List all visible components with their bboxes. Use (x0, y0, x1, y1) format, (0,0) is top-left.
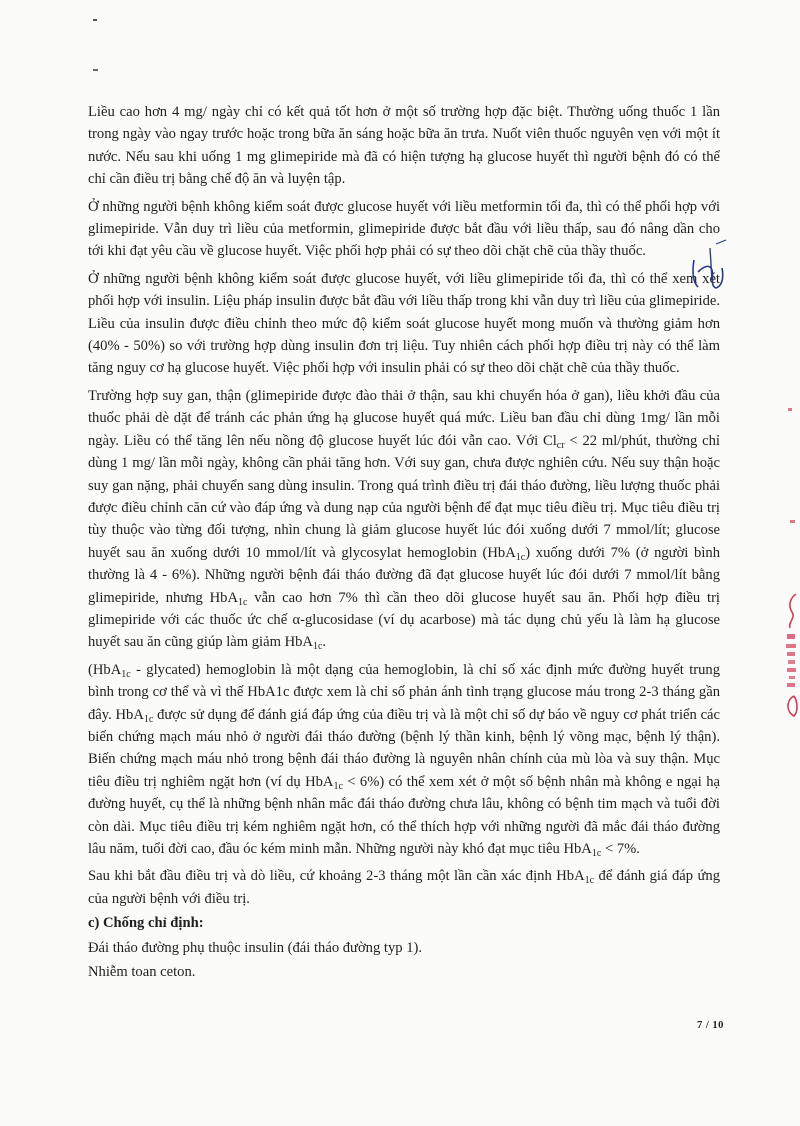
handwritten-initials (680, 238, 730, 296)
page-number: 7 / 10 (697, 1020, 724, 1031)
stamp-fragment (790, 520, 795, 523)
section-heading-contraindications: c) Chống chỉ định: (88, 915, 204, 932)
scan-dot (93, 19, 97, 21)
paragraph-metformin-combination: Ở những người bệnh không kiểm soát được glucose huyết với liều metformin tối đa, thì có thể phối hợp với glimepiride. Vẫn duy trì liều của metformin, glimepiride được bắt đầu với liều thấp, sau đó nâng dần cho tới khi đạt yêu cầu về glucose huyết. Việc phối hợp phải có sự theo dõi chặt chẽ của thầy thuốc. (88, 198, 720, 260)
stamp-fragment (788, 408, 792, 411)
scan-dot (93, 69, 98, 71)
stamp-edge (778, 588, 800, 723)
paragraph-insulin-combination: Ở những người bệnh không kiểm soát được glucose huyết, với liều glimepiride tối đa, thì có thể xem xét phối hợp với insulin. Liệu pháp insulin được bắt đầu với liều thấp trong khi vẫn duy trì liều của glimepiride. Liều của insulin được điều chỉnh theo mức độ kiểm soát glucose huyết mong muốn và thường giảm hơn (40% - 50%) so với trường hợp dùng insulin đơn trị liệu. Tuy nhiên cách phối hợp điều trị này có thể làm tăng nguy cơ hạ glucose huyết. Việc phối hợp với insulin phải có sự theo dõi chặt chẽ của thầy thuốc. (88, 270, 720, 377)
paragraph-monitoring: Sau khi bắt đầu điều trị và dò liều, cứ khoảng 2-3 tháng một lần cần xác định HbA$_{1c}$ để đánh giá đáp ứng của người bệnh với điều trị. (88, 868, 720, 907)
contraindication-item: Nhiễm toan ceton. (88, 964, 196, 981)
document-body (88, 101, 720, 985)
paragraph-hba1c-definition: (HbA$_{1c}$ - glycated) hemoglobin là một dạng của hemoglobin, là chỉ số xác định mức đường huyết trung bình trong cơ thể và vì thế HbA1c được xem là chỉ số phản ánh tình trạng glucose máu trong 2-3 tháng gần đây. HbA$_{1c}$ được sử dụng để đánh giá đáp ứng của điều trị và là một chỉ số dự báo về nguy cơ phát triển các biến chứng mạch máu nhỏ ở người đái tháo đường (bệnh lý thần kinh, bệnh lý võng mạc, bệnh lý thận). Biến chứng mạch máu nhỏ trong bệnh đái tháo đường là nguyên nhân chính của mù lòa và suy thận. Mục tiêu điều trị nghiêm ngặt hơn (ví dụ HbA$_{1c}$ < 6%) có thể xem xét ở một số bệnh nhân mà không e ngại hạ đường huyết, cụ thể là những bệnh nhân mắc đái tháo đường chưa lâu, không có bệnh tim mạch và tuổi đời còn dài. Mục tiêu điều trị kém nghiêm ngặt hơn, có thể thích hợp với những người đã mắc đái tháo đường lâu năm, tuổi đời cao, đầu óc kém minh mẫn. Những người này khó đạt mục tiêu HbA$_{1c}$ < 7%. (88, 661, 721, 859)
paragraph-liver-kidney-failure: Trường hợp suy gan, thận (glimepiride được đào thải ở thận, sau khi chuyển hóa ở gan), liều khởi đầu của thuốc phải dè dặt để tránh các phản ứng hạ glucose huyết quá mức. Liều ban đầu chỉ dùng 1mg/ lần mỗi ngày. Liều có thể tăng lên nếu nồng độ glucose huyết lúc đói vẫn cao. Với $Cl_{cr} < 22$ ml/phút, thường chỉ dùng 1 mg/ lần mỗi ngày, không cần phải tăng hơn. Với suy gan, chưa được nghiên cứu. Nếu suy thận hoặc suy gan nặng, phải chuyển sang dùng insulin. Trong quá trình điều trị đái tháo đường, liều lượng thuốc phải được điều chỉnh căn cứ vào đáp ứng và dung nạp của người bệnh để đạt mục tiêu điều trị. Mục tiêu điều trị tùy thuộc vào từng đối tượng, nhìn chung là giảm glucose huyết lúc đói xuống dưới 7 mmol/lít; glucose huyết sau ăn xuống dưới 10 mmol/lít và glycosylat hemoglobin (HbA$_{1c}$) xuống dưới 7% (ở người bình thường là 4 - 6%). Những người bệnh đái tháo đường đã đạt glucose huyết lúc đói dưới 7 mmol/lít bằng glimepiride, nhưng HbA$_{1c}$ vẫn cao hơn 7% thì cần theo dõi glucose huyết sau ăn. Phối hợp điều trị glimepiride với các thuốc ức chế α-glucosidase (ví dụ acarbose) mà tác dụng chủ yếu là làm hạ glucose huyết sau ăn cũng giúp làm giảm HbA$_{1c}$. (88, 387, 721, 653)
paragraph-dosage-high: Liều cao hơn 4 mg/ ngày chỉ có kết quả tốt hơn ở một số trường hợp đặc biệt. Thường uống thuốc 1 lần trong ngày vào ngay trước hoặc trong bữa ăn sáng hoặc bữa ăn trưa. Nuốt viên thuốc nguyên vẹn với một ít nước. Nếu sau khi uống 1 mg glimepiride mà đã có hiện tượng hạ glucose huyết thì người bệnh đó có thể chỉ cần điều trị bằng chế độ ăn và luyện tập. (88, 104, 720, 188)
contraindication-item: Đái tháo đường phụ thuộc insulin (đái tháo đường typ 1). (88, 939, 423, 956)
